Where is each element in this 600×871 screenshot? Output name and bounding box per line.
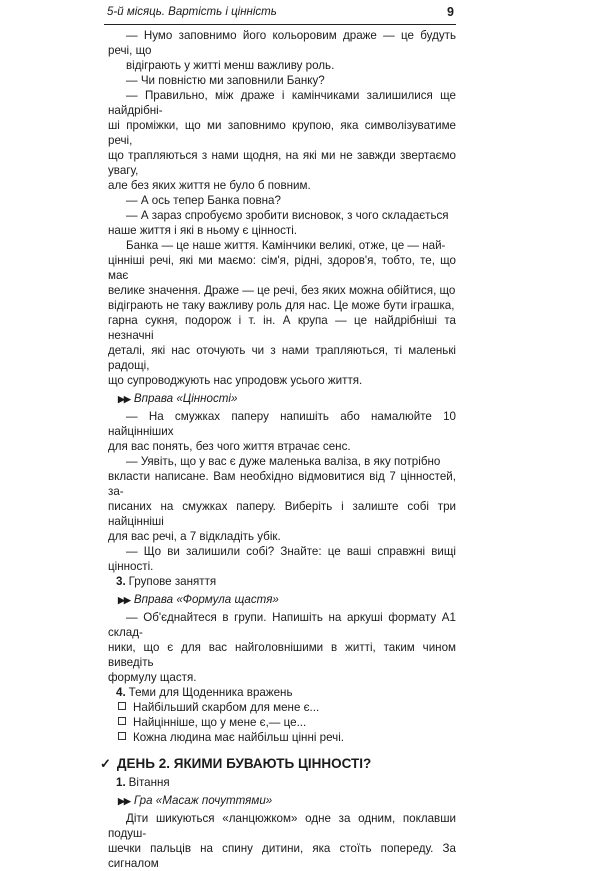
text-line: — На смужках паперу напишіть або намалюйте 10 найцінніших	[108, 410, 456, 438]
text-line: вкласти написане. Вам необхідно відмовитися від 7 цінностей, за-	[108, 470, 456, 498]
checklist-text: Кожна людина має найбільш цінні речі.	[133, 731, 345, 744]
checkmark-icon: ✓	[100, 756, 111, 771]
item-label: Групове заняття	[128, 575, 217, 588]
text-line: для вас понять, без чого життя втрачає сенс.	[108, 440, 351, 453]
running-title: 5-й місяць. Вартість і цінність	[107, 6, 277, 18]
text-line: гарна сукня, подорож і т. ін. А крупа — це найдрібніші та незначні	[108, 314, 456, 342]
text-line: Діти шикуються «ланцюжком» одне за одним, поклавши подуш-	[108, 812, 456, 840]
double-arrow-icon: ▶▶	[118, 796, 130, 806]
text-line: формулу щастя.	[108, 671, 197, 684]
numbered-item	[116, 574, 456, 589]
checkbox-icon	[118, 717, 126, 725]
checkbox-icon	[118, 732, 126, 740]
text-line: Банка — це наше життя. Камінчики великі, отже, це — най-	[126, 239, 446, 252]
text-line: ші проміжки, що ми заповнимо крупою, яка символізуватиме речі,	[108, 119, 456, 147]
text-line: цінніші речі, які ми маємо: сім'я, рідні, здоров'я, тобто, те, що має	[108, 254, 456, 282]
checklist-item	[118, 700, 456, 715]
exercise-title: Вправа «Формула щастя»	[133, 593, 279, 606]
text-line: — А ось тепер Банка повна?	[126, 194, 281, 207]
checklist-item	[118, 730, 456, 745]
checklist-item	[118, 715, 456, 730]
item-number: 4.	[116, 686, 126, 699]
text-line: — Правильно, між драже і камінчиками залишилися ще найдрібні-	[108, 89, 456, 117]
exercise-heading	[118, 391, 456, 407]
item-label: Теми для Щоденника вражень	[128, 686, 293, 699]
checklist-text: Найбільший скарбом для мене є...	[133, 701, 320, 714]
numbered-item	[116, 685, 456, 700]
exercise-title: Гра «Масаж почуттями»	[133, 794, 273, 807]
text-line: що трапляються з нами щодня, на які ми не завжди звертаємо увагу,	[108, 149, 456, 177]
item-number: 3.	[116, 575, 126, 588]
page-body	[100, 28, 456, 871]
text-line: — Об'єднайтеся в групи. Напишіть на аркуші формату А1 склад-	[108, 611, 456, 639]
text-line: — Нумо заповнимо його кольоровим драже — це будуть речі, що	[108, 29, 456, 57]
day-heading	[100, 755, 456, 772]
text-line: — Чи повністю ми заповнили Банку?	[126, 74, 325, 87]
exercise-heading	[118, 793, 456, 809]
text-line: деталі, які нас оточують чи з нами трапляються, ті маленькі радощі,	[108, 344, 456, 372]
exercise-title: Вправа «Цінності»	[133, 392, 238, 405]
running-header	[104, 2, 456, 25]
text-line: писаних на смужках паперу. Виберіть і залиште собі три найцінніші	[108, 500, 456, 528]
checkbox-icon	[118, 702, 126, 710]
text-line: відіграють не таку важливу роль для нас. Це може бути іграшка,	[108, 299, 455, 312]
text-line: шечки пальців на спину дитини, яка стоїть попереду. За сигналом	[108, 842, 456, 870]
text-line: — Уявіть, що у вас є дуже маленька валіза, в яку потрібно	[126, 455, 441, 468]
day-title: ДЕНЬ 2. ЯКИМИ БУВАЮТЬ ЦІННОСТІ?	[116, 756, 372, 771]
double-arrow-icon: ▶▶	[118, 394, 130, 404]
text-line: наше життя і які в ньому є цінності.	[108, 224, 298, 237]
page-number: 9	[447, 5, 454, 19]
text-line: — Що ви залишили собі? Знайте: це ваші справжні вищі цінності.	[108, 545, 456, 573]
checklist-text: Найцінніше, що у мене є,— це...	[133, 716, 307, 729]
exercise-heading	[118, 592, 456, 608]
text-line: але без яких життя не було б повним.	[108, 179, 311, 192]
text-line: для вас речі, а 7 відкладіть убік.	[108, 530, 281, 543]
numbered-item	[116, 775, 456, 790]
item-label: Вітання	[128, 776, 170, 789]
item-number: 1.	[116, 776, 126, 789]
text-line: велике значення. Драже — це речі, без яких можна обійтися, що	[108, 284, 456, 297]
text-line: — А зараз спробуємо зробити висновок, з чого складається	[126, 209, 449, 222]
double-arrow-icon: ▶▶	[118, 595, 130, 605]
text-line: відіграють у житті менш важливу роль.	[126, 59, 335, 72]
text-line: ники, що є для вас найголовнішими в житті, таким чином виведіть	[108, 641, 456, 669]
text-line: що супроводжують нас упродовж усього життя.	[108, 374, 363, 387]
